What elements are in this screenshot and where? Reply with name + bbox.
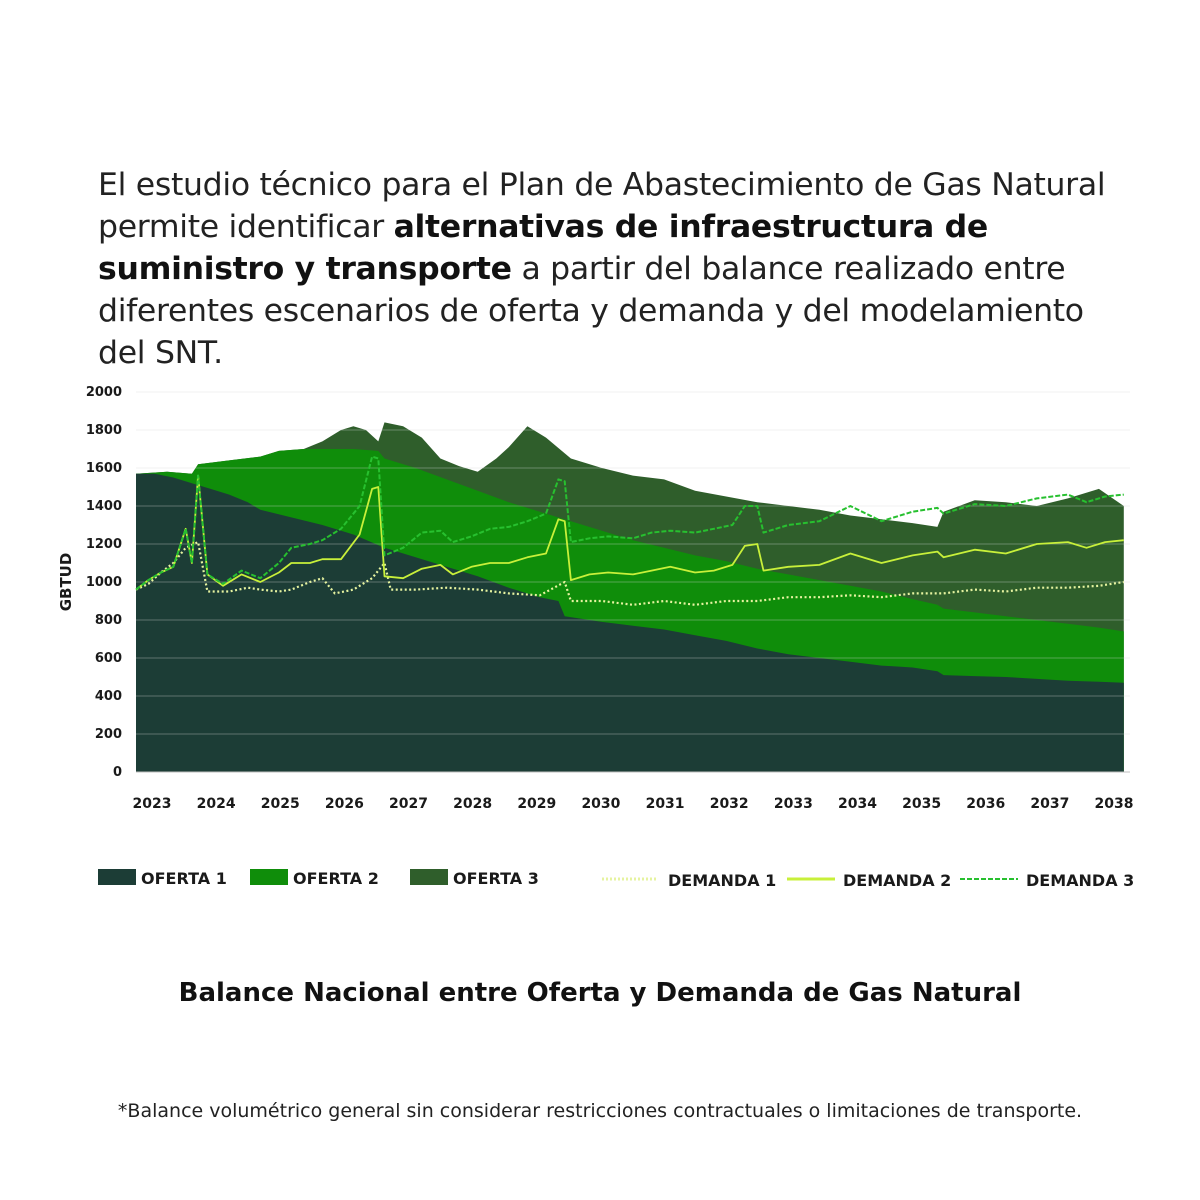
- x-tick-label: 2030: [581, 796, 621, 812]
- x-tick-label: 2036: [966, 796, 1006, 812]
- x-tick-label: 2038: [1094, 796, 1134, 812]
- x-tick-label: 2025: [260, 796, 300, 812]
- y-tick-label: 1200: [85, 537, 122, 552]
- legend-swatch-oferta3: [410, 869, 448, 885]
- x-tick-label: 2028: [453, 796, 493, 812]
- intro-text-1: El estudio técnico para el Plan de Abastecimiento de Gas Natural permite identificar: [98, 166, 1106, 245]
- legend-label-oferta1: OFERTA 1: [141, 869, 227, 888]
- legend-label-oferta3: OFERTA 3: [453, 869, 539, 888]
- legend-label-demanda1: DEMANDA 1: [668, 871, 777, 890]
- footnote: *Balance volumétrico general sin considerar restricciones contractuales o limitaciones de transporte.: [117, 1100, 1083, 1122]
- legend-swatch-oferta2: [250, 869, 288, 885]
- x-tick-label: 2024: [196, 796, 236, 812]
- chart-caption: Balance Nacional entre Oferta y Demanda de Gas Natural: [178, 978, 1022, 1008]
- x-tick-label: 2037: [1030, 796, 1070, 812]
- y-tick-label: 1400: [85, 499, 122, 514]
- intro-paragraph: [98, 164, 1108, 374]
- x-tick-label: 2032: [709, 796, 749, 812]
- y-tick-label: 0: [112, 765, 122, 780]
- y-tick-label: 600: [94, 651, 122, 666]
- x-tick-label: 2034: [837, 796, 877, 812]
- y-tick-label: 1600: [85, 461, 122, 476]
- legend-swatch-demanda3: [958, 872, 1022, 886]
- x-tick-label: 2023: [132, 796, 172, 812]
- x-tick-label: 2029: [517, 796, 557, 812]
- legend-swatch-demanda1: [600, 872, 660, 886]
- y-tick-label: 1800: [85, 423, 122, 438]
- y-tick-label: 1000: [85, 575, 122, 590]
- x-tick-label: 2035: [902, 796, 942, 812]
- y-axis-label: GBTUD: [57, 552, 75, 612]
- x-tick-label: 2027: [389, 796, 429, 812]
- legend-label-demanda3: DEMANDA 3: [1026, 871, 1135, 890]
- area-layer: [136, 422, 1124, 772]
- legend-swatch-demanda2: [785, 872, 837, 886]
- legend-label-oferta2: OFERTA 2: [293, 869, 379, 888]
- x-tick-label: 2033: [773, 796, 813, 812]
- intro-text-bold: alternativas de infraestructura de suministro y transporte: [98, 208, 988, 287]
- y-tick-label: 2000: [85, 385, 122, 400]
- x-tick-label: 2031: [645, 796, 685, 812]
- intro-text-2: a partir del balance realizado entre diferentes escenarios de oferta y demanda y del modelamiento del SNT.: [98, 250, 1084, 371]
- x-tick-label: 2026: [324, 796, 364, 812]
- y-tick-label: 400: [94, 689, 122, 704]
- legend-label-demanda2: DEMANDA 2: [843, 871, 952, 890]
- legend-swatch-oferta1: [98, 869, 136, 885]
- supply-demand-chart: [0, 370, 1200, 840]
- y-tick-label: 200: [94, 727, 122, 742]
- y-tick-label: 800: [94, 613, 122, 628]
